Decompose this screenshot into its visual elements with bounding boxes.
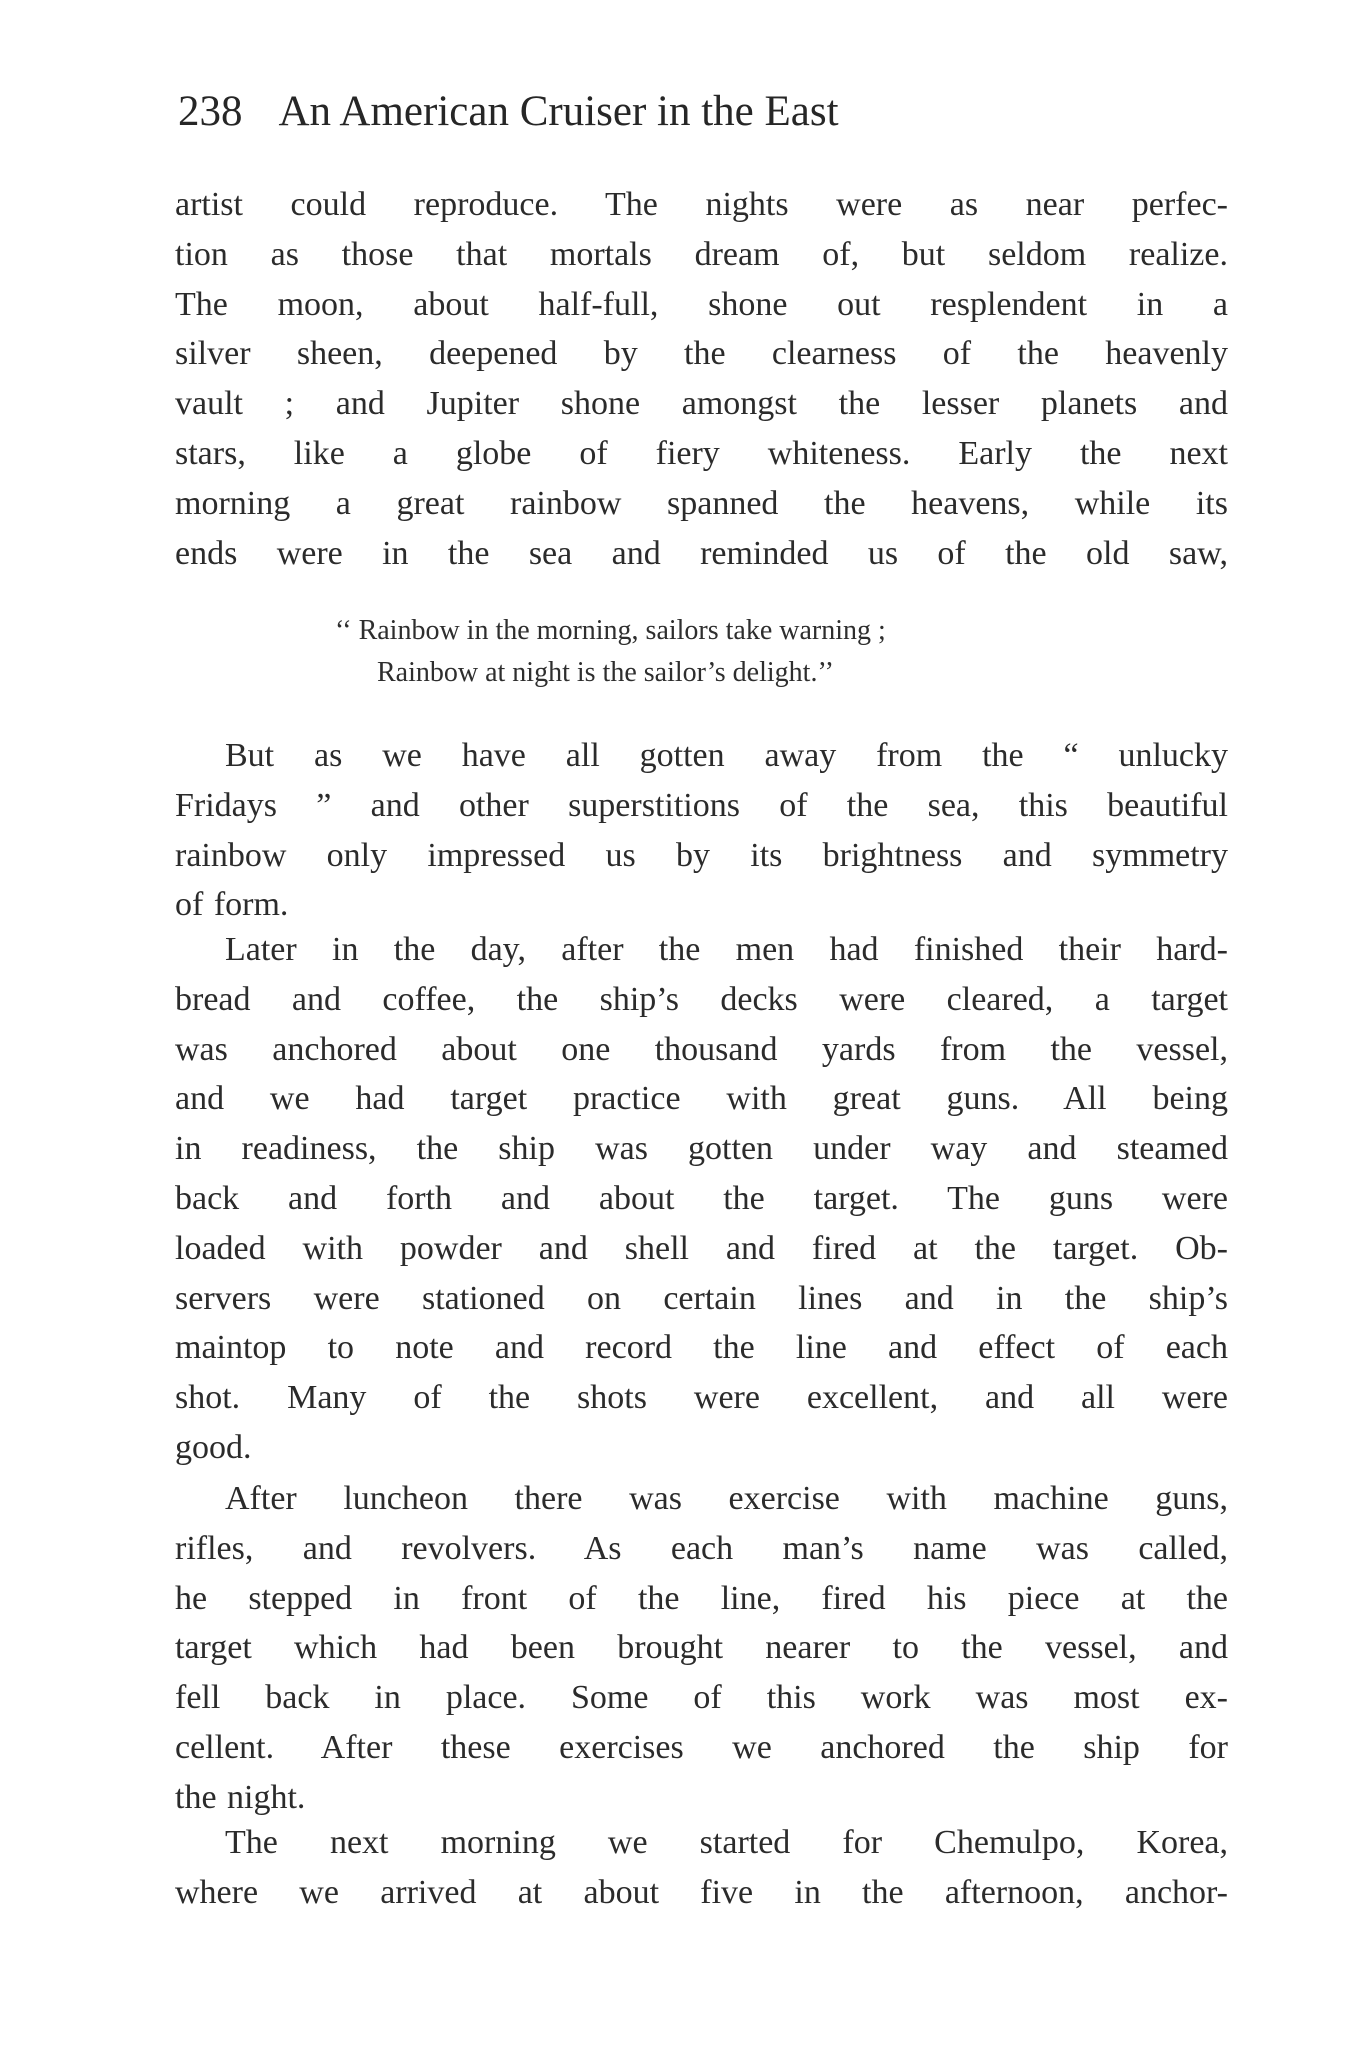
text-line: artist could reproduce. The nights were as near perfec- bbox=[175, 186, 1228, 223]
text-line: fell back in place. Some of this work was most ex- bbox=[175, 1679, 1228, 1717]
text-line: bread and coffee, the ship’s decks were cleared, a target bbox=[175, 980, 1228, 1018]
paragraph-3 bbox=[175, 925, 1228, 1473]
text-line: Later in the day, after the men had finished their hard- bbox=[225, 931, 1228, 968]
text-line: stars, like a globe of fiery whiteness. Early the next bbox=[175, 434, 1228, 472]
verse-line-2: Rainbow at night is the sailor’s delight.’’ bbox=[377, 657, 835, 688]
text-line: good. bbox=[175, 1428, 252, 1466]
page-number: 238 bbox=[178, 88, 243, 135]
paragraph-1 bbox=[175, 180, 1228, 578]
text-line: The moon, about half-full, shone out resplendent in a bbox=[175, 285, 1228, 323]
text-line: servers were stationed on certain lines and in the ship’s bbox=[175, 1279, 1228, 1317]
paragraph-2 bbox=[175, 731, 1228, 930]
text-line: where we arrived at about five in the afternoon, anchor- bbox=[175, 1873, 1228, 1911]
text-line: Fridays ” and other superstitions of the sea, this beautiful bbox=[175, 786, 1228, 824]
text-line: silver sheen, deepened by the clearness of the heavenly bbox=[175, 335, 1228, 373]
text-line: and we had target practice with great guns. All being bbox=[175, 1080, 1228, 1118]
text-line: maintop to note and record the line and effect of each bbox=[175, 1329, 1228, 1367]
text-line: morning a great rainbow spanned the heavens, while its bbox=[175, 484, 1228, 522]
text-line: But as we have all gotten away from the “ unlucky bbox=[225, 737, 1228, 774]
text-line: in readiness, the ship was gotten under way and steamed bbox=[175, 1130, 1228, 1168]
running-head bbox=[178, 82, 1178, 142]
text-line: After luncheon there was exercise with machine guns, bbox=[225, 1480, 1228, 1517]
text-line: was anchored about one thousand yards from the vessel, bbox=[175, 1030, 1228, 1068]
text-line: cellent. After these exercises we anchored the ship for bbox=[175, 1728, 1228, 1766]
text-line: shot. Many of the shots were excellent, and all were bbox=[175, 1379, 1228, 1417]
text-line: rifles, and revolvers. As each man’s name was called, bbox=[175, 1529, 1228, 1567]
verse-quote bbox=[335, 610, 1095, 694]
text-line: The next morning we started for Chemulpo, Korea, bbox=[225, 1824, 1228, 1861]
text-line: loaded with powder and shell and fired at the target. Ob- bbox=[175, 1229, 1228, 1267]
text-line: he stepped in front of the line, fired his piece at the bbox=[175, 1579, 1228, 1617]
text-line: the night. bbox=[175, 1778, 306, 1816]
text-line: vault ; and Jupiter shone amongst the lesser planets and bbox=[175, 385, 1228, 423]
text-line: target which had been brought nearer to the vessel, and bbox=[175, 1629, 1228, 1667]
paragraph-4 bbox=[175, 1474, 1228, 1823]
page-header-title: An American Cruiser in the East bbox=[278, 88, 839, 135]
paragraph-5 bbox=[175, 1818, 1228, 1918]
text-line: ends were in the sea and reminded us of the old saw, bbox=[175, 534, 1228, 572]
text-line: of form. bbox=[175, 886, 289, 924]
verse-line-1: ‘‘ Rainbow in the morning, sailors take warning ; bbox=[335, 615, 886, 646]
text-line: back and forth and about the target. The guns were bbox=[175, 1179, 1228, 1217]
text-line: tion as those that mortals dream of, but seldom realize. bbox=[175, 235, 1228, 273]
text-line: rainbow only impressed us by its brightness and symmetry bbox=[175, 836, 1228, 874]
